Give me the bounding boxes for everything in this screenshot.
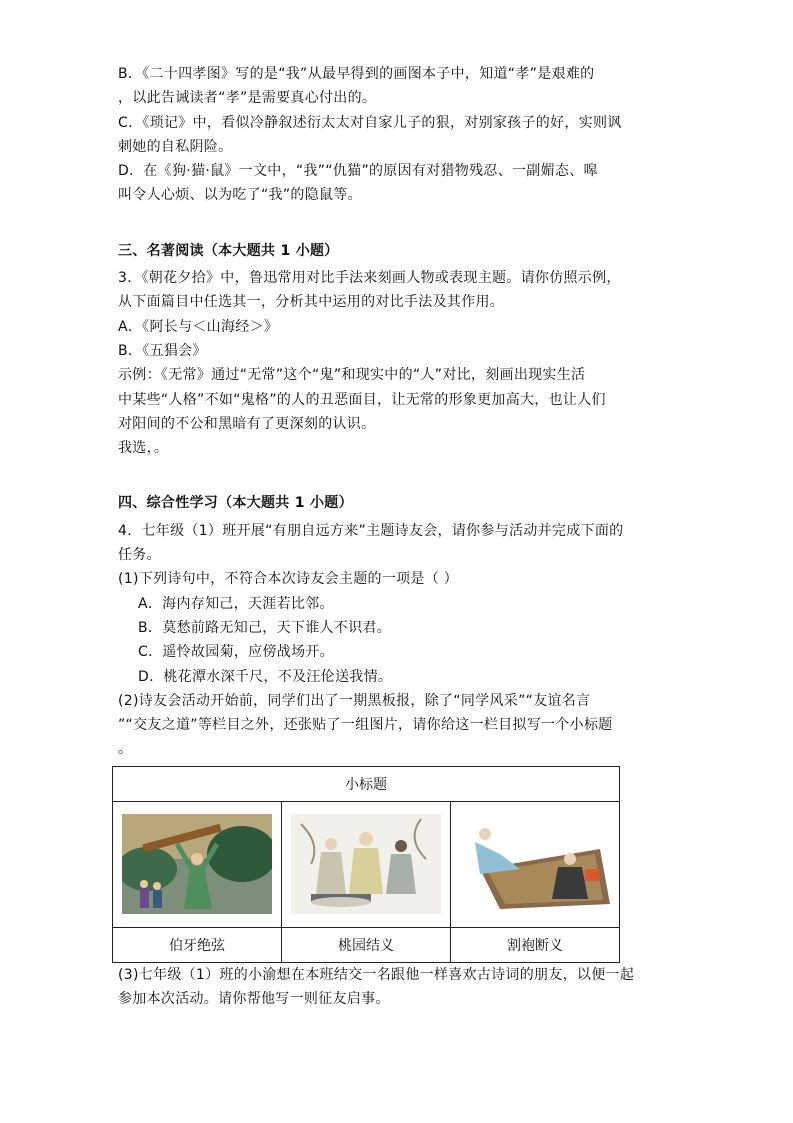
table-header: 小标题: [113, 766, 620, 801]
question-2-options: [118, 62, 678, 208]
option-c: C．遥怜故园菊，应傍战场开。: [138, 644, 334, 661]
subquestion-1: (1)下列诗句中，不符合本次诗友会主题的一项是（ ）: [118, 571, 459, 588]
text-line: ，以此告诫读者“孝”是需要真心付出的。: [118, 90, 377, 107]
text-line: D．在《狗·猫·鼠》一文中，“我”“仇猫”的原因有对猎物残忍、一副媚态、嗥: [118, 163, 598, 180]
text-line: B．《二十四孝图》写的是“我”从最早得到的画图本子中，知道“孝”是艰难的: [118, 66, 595, 82]
text-line: 任务。: [118, 547, 161, 564]
option-a: A．海内存知己，天涯若比邻。: [138, 595, 334, 612]
text-line: A．《阿长与＜山海经＞》: [118, 318, 279, 335]
text-line: 参加本次活动。请你帮他写一则征友启事。: [118, 991, 390, 1008]
text-line: 。: [118, 741, 133, 758]
text-line: 3．《朝花夕拾》中，鲁迅常用对比手法来刻画人物或表现主题。请你仿照示例，: [118, 270, 621, 287]
picture-cell: [113, 801, 282, 927]
caption-boya: 伯牙绝弦: [113, 927, 282, 962]
text-line: 刺她的自私阴险。: [118, 138, 233, 155]
section-3-title: 三、名著阅读（本大题共 1 小题）: [118, 242, 339, 259]
text-line: 4．七年级（1）班开展“有朋自远方来”主题诗友会，请你参与活动并完成下面的: [118, 522, 624, 539]
text-line: 中某些“人格”不如“鬼格”的人的丑恶面目，让无常的形象更加高大，也让人们: [118, 391, 606, 408]
boya-zither-illustration: [122, 814, 272, 914]
text-line: 对阳间的不公和黑暗有了更深刻的认识。: [118, 415, 376, 432]
caption-taoyuan: 桃园结义: [282, 927, 451, 962]
text-line: ”“交友之道”等栏目之外，还张贴了一组图片，请你给这一栏目拟写一个小标题: [118, 717, 613, 734]
picture-cell: [282, 801, 451, 927]
text-line: 示例：《无常》通过“无常”这个“鬼”和现实中的“人”对比，刻画出现实生活: [118, 367, 586, 384]
option-b: B．莫愁前路无知己，天下谁人不识君。: [138, 619, 392, 636]
question-3: [118, 266, 678, 460]
section-4-title: 四、综合性学习（本大题共 1 小题）: [118, 495, 353, 512]
text-line: 叫令人心烦、以为吃了“我”的隐鼠等。: [118, 187, 362, 204]
cutting-robe-illustration: [460, 814, 610, 914]
option-d: D．桃花潭水深千尺，不及汪伦送我情。: [138, 668, 393, 685]
subquestion-2: (2)诗友会活动开始前，同学们出了一期黑板报，除了“同学风采”“友谊名言: [118, 692, 591, 709]
text-line: B．《五猖会》: [118, 342, 207, 359]
answer-line: 我选，。: [118, 440, 169, 457]
peach-garden-oath-illustration: [291, 814, 441, 914]
text-line: 从下面篇目中任选其一，分析其中运用的对比手法及其作用。: [118, 294, 505, 311]
caption-gepao: 割袍断义: [451, 927, 620, 962]
document-page: [118, 62, 678, 1011]
picture-table: [112, 766, 620, 963]
picture-cell: [451, 801, 620, 927]
subquestion-3: (3)七年级（1）班的小渝想在本班结交一名跟他一样喜欢古诗词的朋友，以便一起: [118, 966, 635, 983]
text-line: C．《琐记》中，看似冷静叙述衍太太对自家儿子的狠，对别家孩子的好，实则讽: [118, 114, 622, 131]
question-4: [118, 519, 678, 1012]
